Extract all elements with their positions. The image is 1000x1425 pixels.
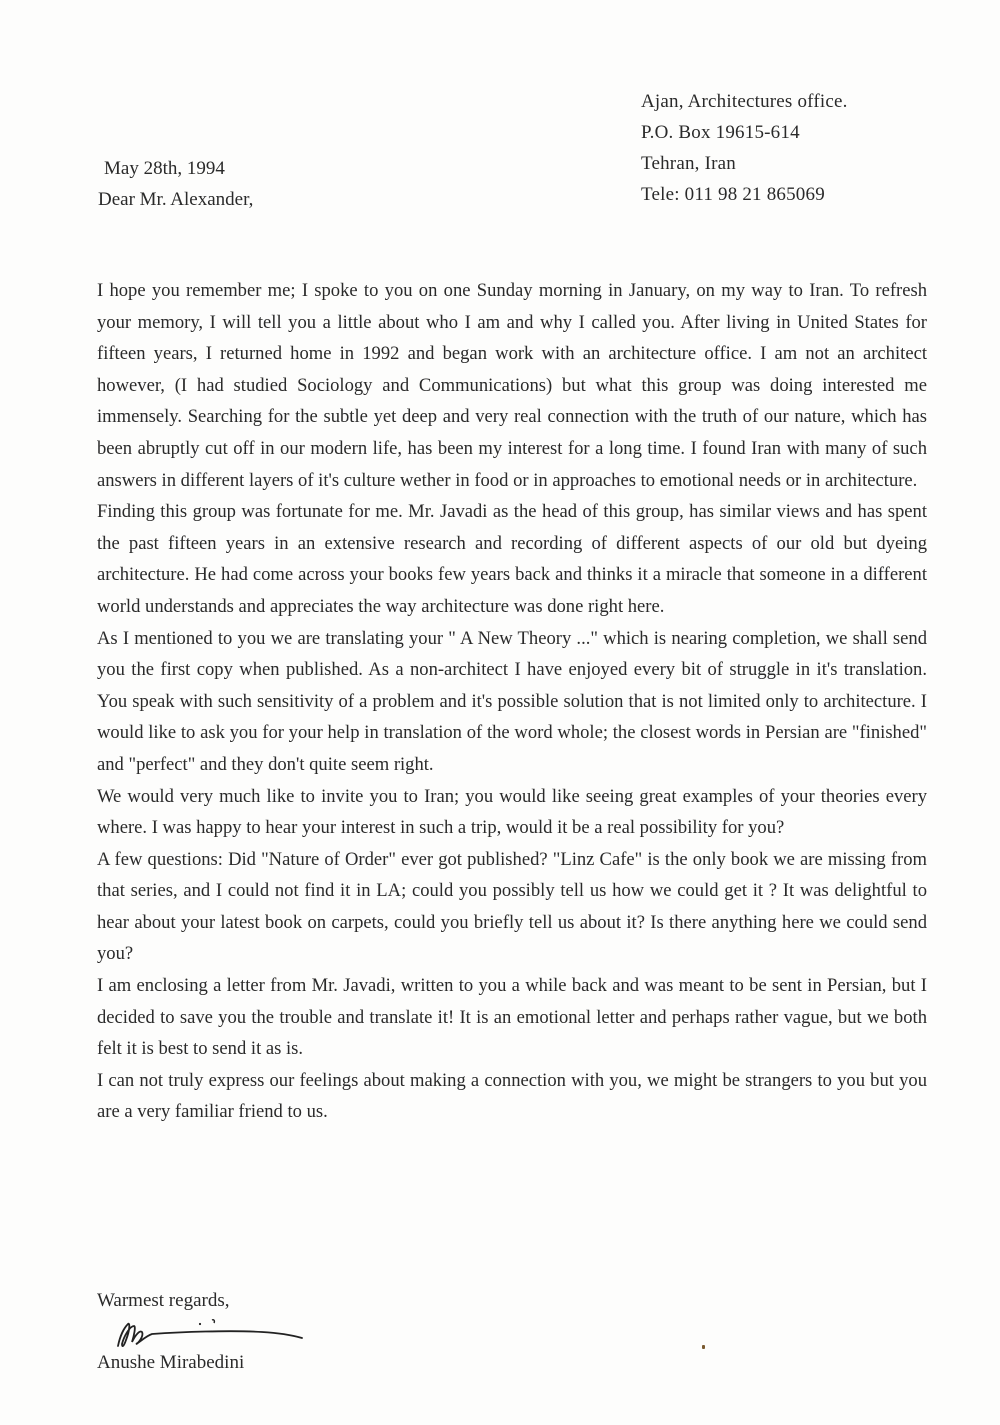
- paragraph-7: I can not truly express our feelings about making a connection with you, we might be strangers to you but you are a very familiar friend to us.: [97, 1069, 927, 1123]
- paragraph-1: I hope you remember me; I spoke to you on one Sunday morning in January, on my way to Iran. To refresh your memory, I will tell you a little about who I am and why I called you. After living in United States for fifteen years, I returned home in 1992 and began work with an architecture office. I am not an architect however, (I had studied Sociology and Communications) but what this group was doing interested me immensely. Searching for the subtle yet deep and very real connection with the truth of our nature, which has been abruptly cut off in our modern life, has been my interest for a long time. I found Iran with many of such answers in different layers of it's culture wether in food or in approaches to emotional needs or in architecture.: [97, 280, 927, 491]
- sender-address: [641, 86, 848, 210]
- date-salutation-block: [98, 153, 253, 215]
- paragraph-2: Finding this group was fortunate for me. Mr. Javadi as the head of this group, has similar views and has spent the past fifteen years in an extensive research and recording of different aspects of our old but dyeing architecture. He had come across your books few years back and thinks it a miracle that someone in a different world understands and appreciates the way architecture was done right here.: [97, 501, 927, 617]
- address-line-4: Tele: 011 98 21 865069: [641, 184, 825, 205]
- letter-date: May 28th, 1994: [104, 158, 225, 179]
- salutation: Dear Mr. Alexander,: [98, 189, 254, 210]
- address-line-3: Tehran, Iran: [641, 153, 736, 174]
- paragraph-5: A few questions: Did "Nature of Order" ever got published? "Linz Cafe" is the only book we are missing from that series, and I could not find it in LA; could you possibly tell us how we could get it ? It was delightful to hear about your latest book on carpets, could you briefly tell us about it? Is there anything here we could send you?: [97, 848, 927, 965]
- paragraph-4: We would very much like to invite you to Iran; you would like seeing great examples of your theories every where. I was happy to hear your interest in such a trip, would it be a real possibility for you?: [97, 785, 927, 839]
- paragraph-3: As I mentioned to you we are translating your " A New Theory ..." which is nearing completion, we shall send you the first copy when published. As a non-architect I have enjoyed every bit of struggle in it's translation. You speak with such sensitivity of a problem and it's possible solution that is not limited only to architecture. I would like to ask you for your help in translation of the word whole; the closest words in Persian are "finished" and "perfect" and they don't quite seem right.: [97, 627, 927, 775]
- address-line-1: Ajan, Architectures office.: [641, 91, 848, 112]
- address-line-2: P.O. Box 19615-614: [641, 122, 800, 143]
- closing: Warmest regards,: [97, 1290, 230, 1311]
- paper-speck: [702, 1345, 705, 1349]
- signer-name: Anushe Mirabedini: [97, 1352, 245, 1373]
- paragraph-6: I am enclosing a letter from Mr. Javadi, written to you a while back and was meant to be sent in Persian, but I decided to save you the trouble and translate it! It is an emotional letter and perhaps rather vague, but we both felt it is best to send it as is.: [97, 975, 927, 1060]
- letter-body: [97, 275, 927, 1128]
